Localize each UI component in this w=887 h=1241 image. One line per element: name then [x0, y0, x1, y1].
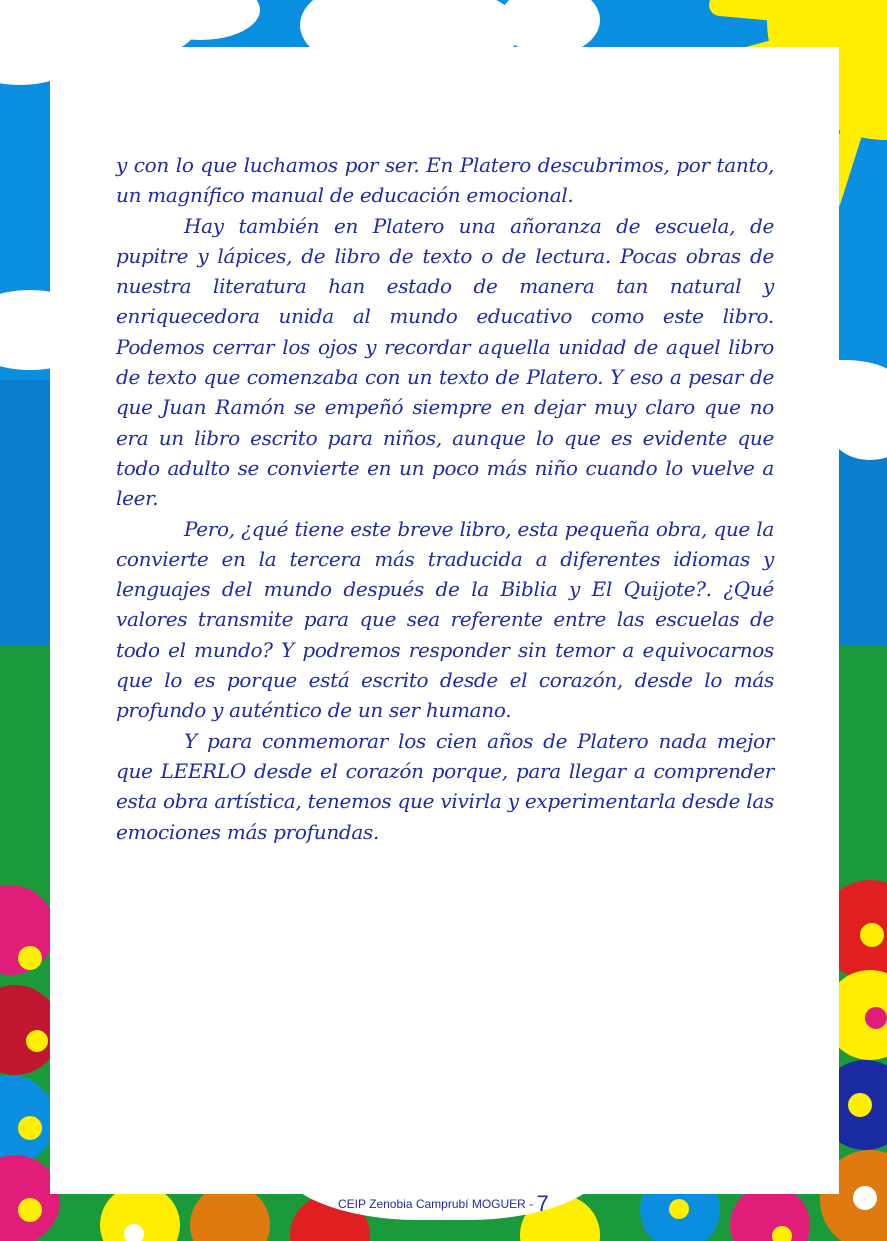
- paragraph-3: Pero, ¿qué tiene este breve libro, esta pequeña obra, que la convierte en la tercera más traducida a diferentes idiomas y lenguajes del mundo después de la Biblia y El Quijote?. ¿Qué valores transmite para que sea referente entre las escuelas de todo el mundo? Y podremos responder sin temor a equivocarnos que lo es porque está escrito desde el corazón, desde lo más profundo y auténtico de un ser humano.: [116, 516, 774, 723]
- page-footer: [338, 1191, 578, 1217]
- body-text: [116, 150, 774, 847]
- paragraph-4: Y para conmemorar los cien años de Platero nada mejor que LEERLO desde el corazón porque, para llegar a comprender esta obra artística, tenemos que vivirla y experimentarla desde las emociones más profundas.: [116, 728, 774, 844]
- paragraph-1: y con lo que luchamos por ser. En Platero descubrimos, por tanto, un magnífico manual de educación emocional.: [116, 153, 774, 208]
- page-number: 7: [536, 1191, 549, 1216]
- footer-school: CEIP Zenobia Camprubí MOGUER -: [338, 1197, 534, 1211]
- paragraph-2: Hay también en Platero una añoranza de escuela, de pupitre y lápices, de libro de texto o de lectura. Pocas obras de nuestra literatura han estado de manera tan natural y enriquecedora unida al mundo educativo como este libro. Podemos cerrar los ojos y recordar aquella unidad de aquel libro de texto que comenzaba con un texto de Platero. Y eso a pesar de que Juan Ramón se empeñó siempre en dejar muy claro que no era un libro escrito para niños, aunque lo que es evidente que todo adulto se convierte en un poco más niño cuando lo vuelve a leer.: [116, 213, 774, 511]
